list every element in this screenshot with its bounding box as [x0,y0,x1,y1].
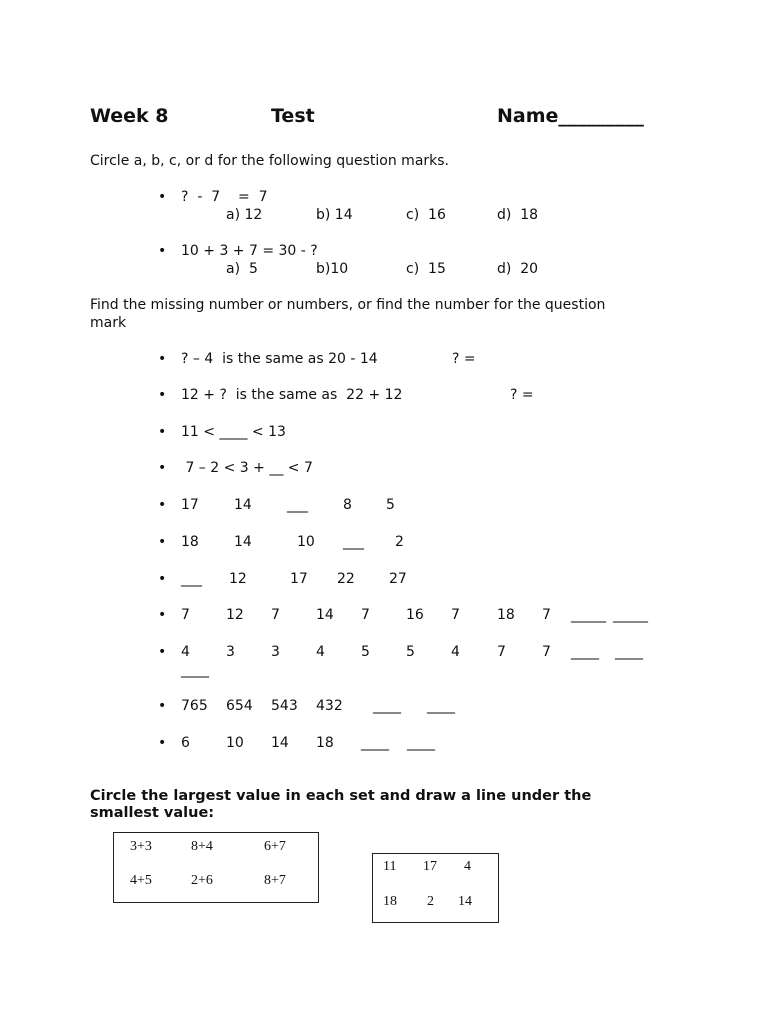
number-cell: 11 [383,859,397,874]
number-cell: 14 [458,894,472,909]
week-title: Week 8 [90,105,169,127]
sequence-term: 7 [542,607,551,623]
sequence-term: 18 [497,607,515,623]
section3-instruction-line2: smallest value: [90,805,215,821]
sequence-term: 4 [451,644,460,660]
bullet-icon: • [158,424,167,440]
bullet-icon: • [158,607,167,623]
sequence-term: 5 [406,644,415,660]
sequence-term: 7 [497,644,506,660]
sequence-term: 8 [343,497,352,513]
name-field: Name_________ [497,105,644,127]
sequence-term: 7 [451,607,460,623]
sequence-blank: ___ [343,534,364,550]
sequence-blank: ___ [287,497,308,513]
sequence-term: 12 [229,571,247,587]
bullet-icon: • [158,497,167,513]
q1-option-d: d) 18 [497,207,539,223]
sequence-term: 432 [316,698,343,714]
expression-cell: 8+4 [191,839,213,854]
sequence-term: 14 [316,607,334,623]
sequence-term: 654 [226,698,253,714]
bullet-icon: • [158,351,167,367]
test-title: Test [271,105,315,127]
sequence-term: 18 [181,534,199,550]
sequence-term: 765 [181,698,208,714]
bullet-icon: • [158,243,167,259]
expression-set-box [113,832,319,903]
section2-instruction-line1: Find the missing number or numbers, or find the number for the question [90,297,606,313]
sequence-blank: ____ [407,735,435,751]
bullet-icon: • [158,571,167,587]
expression-cell: 3+3 [130,839,152,854]
q1-option-c: c) 16 [406,207,446,223]
sequence-blank: ____ [571,644,599,660]
bullet-icon: • [158,534,167,550]
sequence-term: 16 [406,607,424,623]
sequence-blank: _____ [613,607,648,623]
sequence-term: 22 [337,571,355,587]
item-text: 12 + ? is the same as 22 + 12 [181,387,403,403]
sequence-term: 27 [389,571,407,587]
sequence-term: 7 [181,607,190,623]
sequence-blank: ____ [615,644,643,660]
sequence-term: 5 [386,497,395,513]
item-text: 7 – 2 < 3 + __ < 7 [181,460,313,476]
q1-option-b: b) 14 [316,207,353,223]
sequence-term: 14 [234,497,252,513]
bullet-icon: • [158,735,167,751]
q1-option-a: a) 12 [226,207,263,223]
item-text: ? – 4 is the same as 20 - 14 [181,351,378,367]
sequence-term: 543 [271,698,298,714]
number-cell: 18 [383,894,397,909]
number-set-box [372,853,499,923]
expression-cell: 8+7 [264,873,286,888]
sequence-term: 10 [226,735,244,751]
sequence-term: 18 [316,735,334,751]
q1-question: ? - 7 = 7 [181,189,268,205]
number-cell: 17 [423,859,437,874]
item-answer-prompt: ? = [452,351,476,367]
sequence-blank: ____ [181,662,209,678]
sequence-blank: _____ [571,607,606,623]
sequence-term: 12 [226,607,244,623]
q2-option-b: b)10 [316,261,349,277]
sequence-term: 17 [181,497,199,513]
sequence-term: 4 [181,644,190,660]
sequence-term: 14 [271,735,289,751]
sequence-term: 3 [271,644,280,660]
number-cell: 4 [464,859,471,874]
sequence-term: 2 [395,534,404,550]
sequence-term: 5 [361,644,370,660]
sequence-blank: ____ [373,698,401,714]
section3-instruction-line1: Circle the largest value in each set and draw a line under the [90,788,592,804]
bullet-icon: • [158,387,167,403]
sequence-blank: ____ [427,698,455,714]
sequence-term: 6 [181,735,190,751]
expression-cell: 2+6 [191,873,213,888]
sequence-term: 14 [234,534,252,550]
bullet-icon: • [158,644,167,660]
number-cell: 2 [427,894,434,909]
section2-instruction-line2: mark [90,315,127,331]
expression-cell: 4+5 [130,873,152,888]
sequence-blank: ___ [181,571,202,587]
bullet-icon: • [158,698,167,714]
sequence-term: 10 [297,534,315,550]
q2-option-a: a) 5 [226,261,258,277]
sequence-term: 7 [271,607,280,623]
sequence-term: 17 [290,571,308,587]
sequence-term: 4 [316,644,325,660]
q2-option-c: c) 15 [406,261,446,277]
item-answer-prompt: ? = [510,387,534,403]
sequence-term: 7 [542,644,551,660]
expression-cell: 6+7 [264,839,286,854]
bullet-icon: • [158,460,167,476]
bullet-icon: • [158,189,167,205]
sequence-term: 3 [226,644,235,660]
sequence-blank: ____ [361,735,389,751]
item-text: 11 < ____ < 13 [181,424,286,440]
sequence-term: 7 [361,607,370,623]
q2-question: 10 + 3 + 7 = 30 - ? [181,243,318,259]
q2-option-d: d) 20 [497,261,539,277]
section1-instruction: Circle a, b, c, or d for the following question marks. [90,153,450,169]
